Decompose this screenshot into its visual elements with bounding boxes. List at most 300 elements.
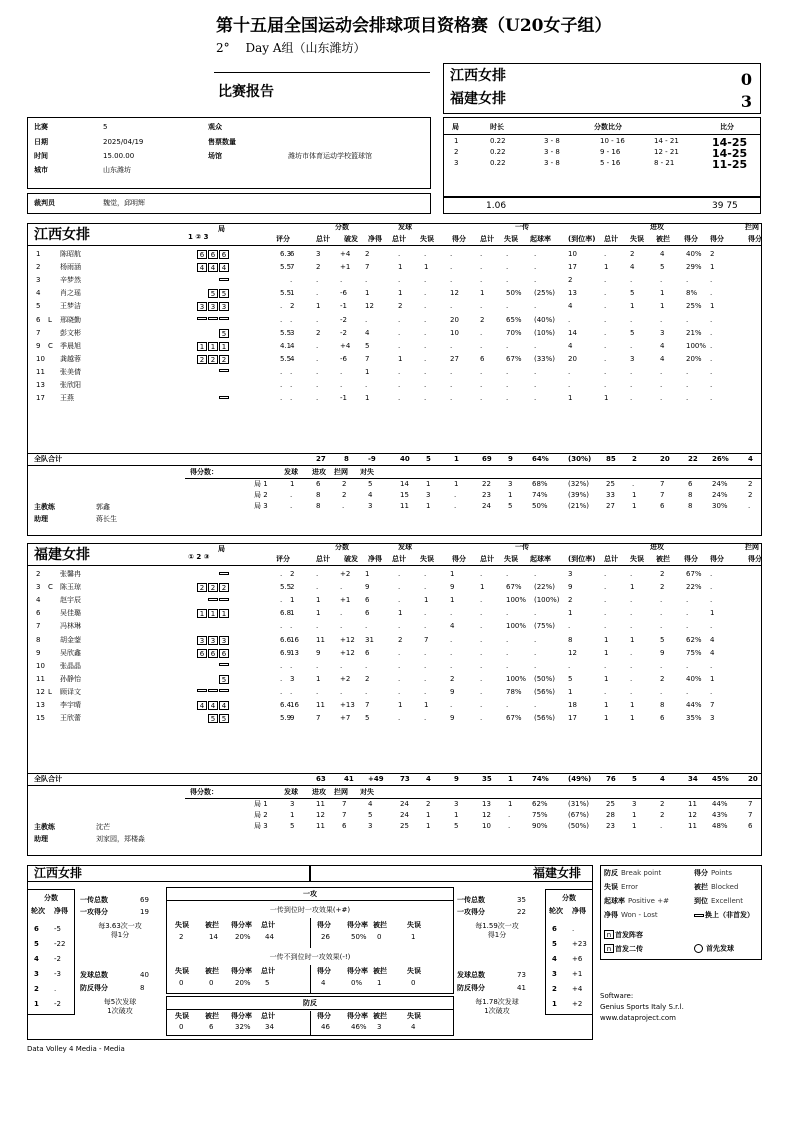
stat-cell: 7 <box>424 635 429 644</box>
stat-cell: 5 <box>365 341 370 350</box>
rotation-number: 4 <box>34 955 39 963</box>
set-stat: 1 <box>454 480 459 488</box>
stat-cell: . <box>280 622 283 631</box>
stat-cell: . <box>480 341 483 350</box>
stat-cell: . <box>534 648 537 657</box>
stat-cell: . <box>534 302 537 311</box>
stat-cell: 3 <box>660 328 665 337</box>
team-b-name: 福建女排 <box>450 91 506 107</box>
stat-cell: . <box>280 570 283 578</box>
stat-cell: 1 <box>365 289 370 298</box>
stat-cell: 1 <box>424 263 429 272</box>
stat-cell: . <box>686 381 689 389</box>
stat-cell: . <box>604 622 607 631</box>
stat-cell: 16 <box>290 701 299 709</box>
set-stat: 11 <box>316 800 325 808</box>
set-score: 11-25 <box>712 158 748 171</box>
player-name: 张美倩 <box>60 367 81 376</box>
stat-cell: . <box>280 302 283 311</box>
stat-cell: . <box>398 596 401 605</box>
stat-cell: 2 <box>365 250 370 258</box>
stat-cell: 20 <box>450 315 459 324</box>
stat-cell: . <box>480 381 483 389</box>
stat-cell: 17 <box>568 714 577 723</box>
stat-cell: 6 <box>480 354 485 363</box>
stat-cell: 9 <box>450 687 455 696</box>
set-stat: 25 <box>606 480 615 488</box>
stat-cell: . <box>316 276 319 285</box>
set-stat: 局 2 <box>254 491 268 499</box>
stat-cell: 21% <box>686 328 702 337</box>
stat-cell: . <box>424 341 427 350</box>
stat-cell: . <box>398 315 401 324</box>
stat-cell: 1 <box>710 674 715 683</box>
team-total: 76 <box>606 775 616 783</box>
player-row: 3 C 陈玉琼 2 2 2 5.5 2 . . 9 . . 9 1 67% (22%) 9 . 1 2 22% . <box>36 583 713 593</box>
stat-cell: 9 <box>365 583 370 592</box>
stat-cell: . <box>604 341 607 350</box>
set-stat: 24% <box>712 491 728 499</box>
stat-cell: . <box>398 367 401 376</box>
coach-name: 沈芒 <box>96 823 110 831</box>
stat-cell: . <box>316 687 319 696</box>
stat-cell: 2 <box>450 674 455 683</box>
stat-cell: 14 <box>568 328 577 337</box>
player-name: 张欣阳 <box>60 381 81 389</box>
player-row <box>0 274 794 287</box>
stat-cell: 1 <box>316 609 321 618</box>
stat-cell: 13 <box>568 289 577 298</box>
stat-cell: . <box>506 381 509 389</box>
attack-stat: 0 <box>377 933 382 941</box>
team-a-score: 0 <box>740 70 752 89</box>
legend-item: 得分 Points <box>694 869 733 877</box>
set-stat: . <box>290 491 293 499</box>
stat-cell: . <box>604 289 607 298</box>
set-stat: . <box>290 502 293 510</box>
stat-cell: 2 <box>568 596 573 605</box>
team-total: 27 <box>316 455 326 463</box>
set-stat: 2 <box>342 491 347 499</box>
set-stat: 6 <box>342 822 347 830</box>
legend-item: 首先发球 <box>694 944 737 953</box>
stat-cell: . <box>710 315 713 324</box>
player-row: 9 C 季晨旭 1 1 1 4.1 4 . +4 5 . . . . . . 4 . . 4 100% . <box>36 341 713 351</box>
stat-cell: +7 <box>340 714 351 723</box>
attack-stat: 44 <box>265 933 274 941</box>
page-title: 第十五届全国运动会排球项目资格赛（U20女子组） <box>216 16 612 36</box>
set-stat: 23 <box>482 491 491 499</box>
set-stat: 1 <box>632 491 637 499</box>
attack-stat: 0 <box>179 979 184 987</box>
stat-cell: . <box>450 263 453 272</box>
stat-cell: . <box>604 354 607 363</box>
player-role: C <box>48 341 53 350</box>
legend-item: 净得 Won - Lost <box>604 911 658 919</box>
set-stat: 3 <box>454 800 459 808</box>
stat-cell: 100% <box>686 341 707 350</box>
set-stat: 5 <box>368 811 373 819</box>
stat-cell: 5 <box>660 263 665 272</box>
stat-cell: . <box>365 661 368 670</box>
player-row: 1 陈昭航 6 6 6 6.3 6 3 +4 2 . . . . . . 10 . 2 4 40% 2 <box>36 250 715 259</box>
set-stat: 50% <box>532 502 548 510</box>
stat-cell: 2 <box>630 250 635 258</box>
stat-cell: 1 <box>316 674 321 683</box>
stat-cell: 1 <box>316 302 321 311</box>
stat-cell: (25%) <box>534 289 556 298</box>
stat-cell: . <box>480 250 483 258</box>
rotation-number: 2 <box>552 985 557 993</box>
stat-cell: . <box>424 674 427 683</box>
player-row: 6 吴佳璐 1 1 1 6.8 1 1 . 6 1 . . . . . 1 . . . . 1 <box>36 609 715 619</box>
stat-cell: . <box>290 276 293 285</box>
sets-table: 局 时长 分数比分 比分 1 0.22 3 - 8 10 - 16 14 - 21 14-25 2 0.22 3 - 8 9 - 16 12 - 21 14-25 3 0.22 3 - 8 5 - 16 8 - 21 11-25 <box>443 117 761 197</box>
player-role: C <box>48 583 53 592</box>
set-stat: 1 <box>426 811 431 819</box>
stat-cell: 2 <box>316 263 321 272</box>
set-stat: 1 <box>632 502 637 510</box>
set-stat: 62% <box>532 800 548 808</box>
stat-cell: . <box>340 622 343 631</box>
set-stat: . <box>632 480 635 488</box>
stat-cell: . <box>424 583 427 592</box>
stat-cell: 18 <box>568 701 577 709</box>
rotation-net: +2 <box>572 1000 583 1008</box>
stat-cell: 2 <box>398 635 403 644</box>
referees: 裁判员 魏觉，邱明辉 <box>27 193 431 214</box>
stat-cell: 6.6 <box>280 635 292 644</box>
team-total: (49%) <box>568 775 592 783</box>
stat-cell: 62% <box>686 635 702 644</box>
player-role: L <box>48 315 52 324</box>
stat-cell: . <box>604 687 607 696</box>
player-number: 7 <box>36 328 41 337</box>
set-stat: 24 <box>482 502 491 510</box>
stat-cell: . <box>686 661 689 670</box>
stat-cell: 4 <box>365 328 370 337</box>
stat-cell: 1 <box>424 701 429 709</box>
stat-cell: 9 <box>450 714 455 723</box>
stat-cell: . <box>280 394 283 403</box>
stat-cell: 5.5 <box>280 583 292 592</box>
stat-cell: . <box>424 622 427 631</box>
stat-cell: 7 <box>365 701 370 709</box>
stat-cell: . <box>424 354 427 363</box>
player-number: 6 <box>36 609 41 618</box>
set-duration: 0.22 <box>490 148 506 156</box>
stat-cell: 70% <box>506 328 522 337</box>
player-row <box>0 366 794 379</box>
rotation-net: . <box>54 985 57 993</box>
set-stat: 6 <box>316 480 321 488</box>
stat-cell: . <box>710 661 713 670</box>
team-total: 40 <box>400 455 410 463</box>
set-stat: 11 <box>688 800 697 808</box>
player-number: 13 <box>36 701 45 709</box>
attack-stat: 0 <box>209 979 214 987</box>
stat-cell: 1 <box>604 263 609 272</box>
set-stat: 3 <box>368 822 373 830</box>
set-stat: 1 <box>508 491 513 499</box>
set-stat: 28 <box>606 811 615 819</box>
stat-cell: . <box>534 635 537 644</box>
stat-cell: . <box>506 661 509 670</box>
stat-cell: . <box>534 367 537 376</box>
stat-cell: . <box>710 596 713 605</box>
stat-cell: . <box>630 394 633 403</box>
stat-cell: . <box>424 570 427 578</box>
stat-cell: 4 <box>290 341 295 350</box>
stat-cell: . <box>280 381 283 389</box>
stat-cell: . <box>398 570 401 578</box>
stat-cell: . <box>506 250 509 258</box>
player-row <box>0 568 794 581</box>
assistant-name: 刘家园，郑楼淼 <box>96 835 145 843</box>
rotation-number: 1 <box>34 1000 39 1008</box>
attack-stat: 20% <box>235 979 251 987</box>
summary-team-a: 江西女排 <box>34 866 83 880</box>
stat-cell: 75% <box>686 648 702 657</box>
stat-cell: . <box>280 687 283 696</box>
player-number: 10 <box>36 661 45 670</box>
stat-cell: . <box>424 648 427 657</box>
stat-cell: 1 <box>398 289 403 298</box>
stat-cell: . <box>604 328 607 337</box>
stat-cell: 5 <box>365 714 370 723</box>
stat-cell: . <box>398 714 401 723</box>
stat-cell: . <box>686 609 689 618</box>
stat-cell: . <box>450 394 453 403</box>
assistant-label: 助理 <box>34 835 48 843</box>
set-stat: 3 <box>368 502 373 510</box>
stat-cell: 2 <box>660 570 665 578</box>
page-subtitle: 2° Day A组（山东潍坊） <box>216 41 366 55</box>
stat-cell: 1 <box>604 648 609 657</box>
stat-cell: 5.9 <box>280 714 292 723</box>
stat-cell: . <box>424 367 427 376</box>
stat-cell: 4.1 <box>280 341 292 350</box>
stat-cell: . <box>630 609 633 618</box>
legend-item: n 首发阵容 <box>604 930 646 939</box>
stat-cell: . <box>506 367 509 376</box>
player-number: 2 <box>36 263 41 272</box>
legend-item: n 首发二传 <box>604 944 646 953</box>
rotation-net: +4 <box>572 985 583 993</box>
set-stat: 12 <box>482 811 491 819</box>
player-row <box>0 379 794 392</box>
stat-cell: 2 <box>290 583 295 592</box>
player-number: 4 <box>36 289 41 298</box>
stat-cell: 78% <box>506 687 522 696</box>
set-stat: 11 <box>688 822 697 830</box>
stat-cell: . <box>480 302 483 311</box>
stat-cell: . <box>290 315 293 324</box>
attack-stat: 20% <box>235 933 251 941</box>
set-stat: 8 <box>316 491 321 499</box>
stat-cell: 8 <box>568 635 573 644</box>
set-stat: 6 <box>660 502 665 510</box>
stat-cell: -6 <box>340 354 347 363</box>
set-stat: 2 <box>748 491 753 499</box>
stat-cell: . <box>506 341 509 350</box>
attack-stat: 26 <box>321 933 330 941</box>
set-partial: 12 - 21 <box>654 148 679 156</box>
stat-cell: 4 <box>710 648 715 657</box>
stat-cell: 1 <box>568 609 573 618</box>
stat-cell: . <box>604 367 607 376</box>
stat-cell: 12 <box>450 289 459 298</box>
stat-cell: . <box>630 367 633 376</box>
stat-cell: . <box>480 635 483 644</box>
player-row <box>0 660 794 673</box>
stat-cell: . <box>340 367 343 376</box>
stat-cell: . <box>630 570 633 578</box>
player-name: 陈玉琼 <box>60 583 81 592</box>
stat-cell: . <box>365 315 368 324</box>
player-name: 季晨旭 <box>60 341 81 350</box>
stat-cell: . <box>290 622 293 631</box>
stat-cell: . <box>480 661 483 670</box>
set-score: 14-25 <box>712 136 748 149</box>
team-total: 1 <box>454 455 459 463</box>
stat-cell: . <box>398 687 401 696</box>
set-stat: 5 <box>290 822 295 830</box>
stat-cell: . <box>424 687 427 696</box>
stat-cell: . <box>660 609 663 618</box>
rotation-net: -5 <box>54 925 61 933</box>
rotation-number: 6 <box>34 925 39 933</box>
stat-cell: 1 <box>568 394 573 403</box>
stat-cell: . <box>710 622 713 631</box>
player-number: 1 <box>36 250 41 258</box>
set-partial: 3 - 8 <box>544 148 560 156</box>
set-stat: 25 <box>400 822 409 830</box>
stat-cell: 50% <box>506 289 522 298</box>
set-stat: 68% <box>532 480 548 488</box>
stat-cell: . <box>340 609 343 618</box>
stat-cell: . <box>506 302 509 311</box>
stat-cell: . <box>340 276 343 285</box>
set-stat: 24 <box>400 800 409 808</box>
player-name: 冯林琳 <box>60 622 81 631</box>
set-stat: 3 <box>290 800 295 808</box>
set-stat: 12 <box>688 811 697 819</box>
stat-cell: 2 <box>710 250 715 258</box>
player-row: 13 李宇晴 4 4 4 6.4 16 11 +13 7 1 1 . . . . 18 1 1 8 44% 7 <box>36 701 715 710</box>
stat-cell: . <box>630 674 633 683</box>
attack-stat: 1 <box>377 979 382 987</box>
stat-cell: 2 <box>660 583 665 592</box>
player-number: 7 <box>36 622 41 631</box>
stat-cell: 100% <box>506 674 527 683</box>
stat-cell: 1 <box>710 302 715 311</box>
stat-cell: . <box>604 302 607 311</box>
rotation-number: 6 <box>552 925 557 933</box>
stat-cell: . <box>316 341 319 350</box>
sets-total: 1.06 39 75 <box>443 197 761 214</box>
set-partial: 3 - 8 <box>544 137 560 145</box>
set-stat: 7 <box>660 480 665 488</box>
stat-cell: 67% <box>506 583 522 592</box>
stat-cell: 1 <box>398 354 403 363</box>
player-row: 8 胡金蓥 3 3 3 6.6 16 11 +12 31 2 7 . . . . 8 1 1 5 62% 4 <box>36 635 715 645</box>
player-number: 6 <box>36 315 41 324</box>
team-b-score: 3 <box>740 92 752 111</box>
stat-cell: . <box>686 276 689 285</box>
set-stat: 8 <box>688 502 693 510</box>
set-duration: 0.22 <box>490 159 506 167</box>
stat-cell: . <box>480 648 483 657</box>
set-stat: 24 <box>400 811 409 819</box>
player-number: 17 <box>36 394 45 403</box>
set-stat: 2 <box>748 480 753 488</box>
stat-cell: . <box>630 596 633 605</box>
stat-cell: 1 <box>365 367 370 376</box>
set-stat: 2 <box>660 800 665 808</box>
stat-cell: 4 <box>568 302 573 311</box>
stat-cell: 2 <box>290 302 295 311</box>
summary-team-b: 福建女排 <box>533 866 582 880</box>
stat-cell: (56%) <box>534 714 556 723</box>
player-name: 吴佳璐 <box>60 609 81 618</box>
stat-cell: . <box>424 302 427 311</box>
set-stat: (32%) <box>568 480 590 488</box>
rotation-number: 3 <box>34 970 39 978</box>
stat-cell: 1 <box>365 394 370 403</box>
stat-cell: . <box>480 714 483 723</box>
stat-cell: 3 <box>316 250 321 258</box>
attack-stat: 0% <box>351 979 363 987</box>
stat-cell: 6.4 <box>280 701 292 709</box>
coach-label: 主教练 <box>34 823 55 831</box>
stat-cell: . <box>316 381 319 389</box>
stat-cell: 8% <box>686 289 698 298</box>
stat-cell: . <box>450 701 453 709</box>
stat-cell: . <box>660 367 663 376</box>
rotation-net: +23 <box>572 940 587 948</box>
stat-cell: 6.9 <box>280 648 292 657</box>
footer: Data Volley 4 Media - Media <box>27 1045 125 1053</box>
stat-cell: . <box>398 674 401 683</box>
team-total: 85 <box>606 455 616 463</box>
set-stat: 90% <box>532 822 548 830</box>
stat-cell: . <box>604 583 607 592</box>
rotation-net: -2 <box>54 1000 61 1008</box>
rotation-number: 2 <box>34 985 39 993</box>
stat-cell: . <box>365 622 368 631</box>
player-name: 张晶晶 <box>60 661 81 670</box>
rotation-number: 4 <box>552 955 557 963</box>
set-stat: 1 <box>454 811 459 819</box>
stat-cell: 9 <box>290 714 295 723</box>
stat-cell: 67% <box>506 714 522 723</box>
player-row: 15 王欣蕾 5 5 5.9 9 7 +7 5 . . 9 . 67% (56%) 17 1 1 6 35% 3 <box>36 714 715 724</box>
stat-cell: . <box>660 622 663 631</box>
stat-cell: . <box>424 315 427 324</box>
stat-cell: . <box>660 381 663 389</box>
player-row: 7 彭文彬 5 5.5 3 2 -2 4 . . 10 . 70% (10%) 14 . 5 3 21% . <box>36 328 713 338</box>
player-row: 2 杨雨涵 4 4 4 5.5 7 2 +1 7 1 1 . . . . 17 1 4 5 29% 1 <box>36 263 715 273</box>
rotation-net: -2 <box>54 955 61 963</box>
set-stat: 7 <box>748 800 753 808</box>
stat-cell: 9 <box>568 583 573 592</box>
set-stat: 7 <box>748 811 753 819</box>
stat-cell: . <box>398 328 401 337</box>
stat-cell: +12 <box>340 648 355 657</box>
stat-cell: . <box>506 701 509 709</box>
stat-cell: (50%) <box>534 674 556 683</box>
